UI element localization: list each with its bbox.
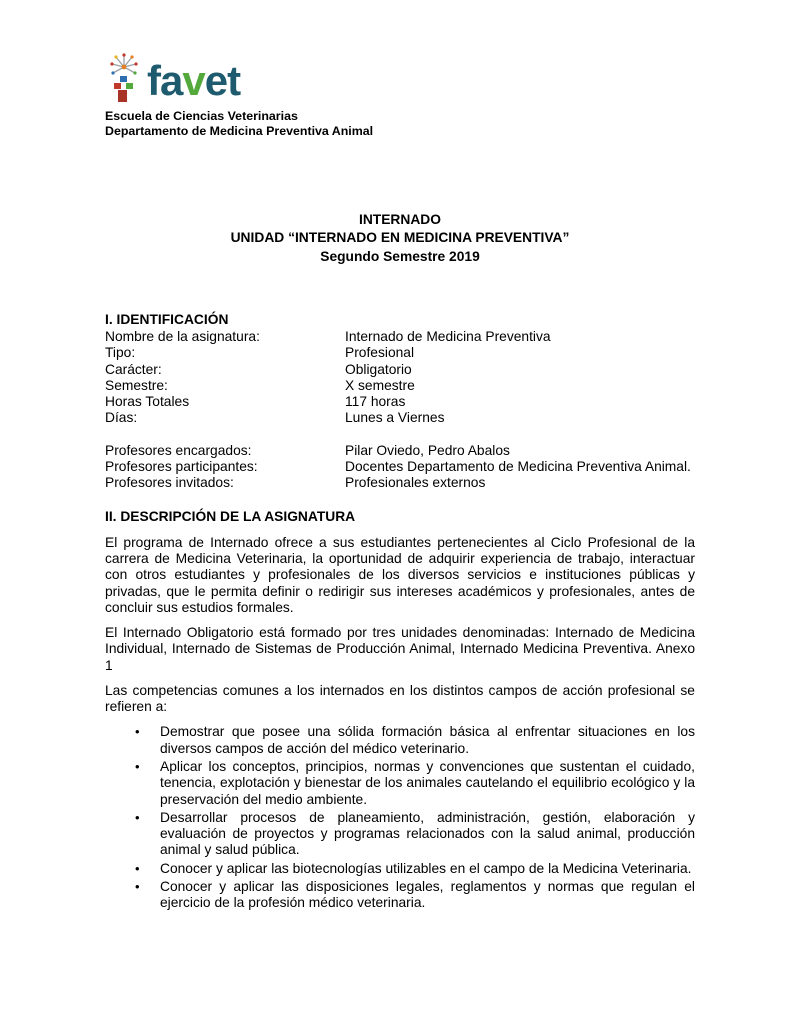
id-label: Nombre de la asignatura: — [105, 329, 260, 345]
id-row-hours — [105, 394, 695, 410]
logo-text-et: et — [204, 57, 241, 104]
id-row-character — [105, 362, 695, 378]
id-value: Lunes a Viernes — [345, 410, 445, 426]
id-label: Profesores encargados: — [105, 442, 252, 458]
id-label: Profesores participantes: — [105, 458, 258, 474]
description-paragraph-1: El programa de Internado ofrece a sus estudiantes pertenecientes al Ciclo Profesional de la carrera de Medicina Veterinaria, la oportunidad de adquirir experiencia de trabajo, interactuar con otros estudiantes y profesionales de los diversos servicios e instituciones públicas y privadas, que le permita definir o redirigir sus intereses académicos y profesionales, antes de concluir sus estudios formales. — [105, 534, 695, 615]
competency-bullet-list — [105, 724, 695, 911]
identification-heading: I. IDENTIFICACIÓN — [105, 311, 229, 327]
title-line-3: Segundo Semestre 2019 — [320, 248, 480, 264]
id-row-type — [105, 345, 695, 361]
bullet-text: Conocer y aplicar las biotecnologías utilizables en el campo de la Medicina Veterinaria. — [160, 860, 692, 876]
description-paragraph-3: Las competencias comunes a los internados en los distintos campos de acción profesional se refieren a: — [105, 682, 695, 715]
id-row-lead-professors — [105, 443, 695, 459]
id-label: Tipo: — [105, 345, 136, 361]
bullet-text: Conocer y aplicar las disposiciones legales, reglamentos y normas que regulan el ejercicio de la profesión médico veterinaria. — [160, 878, 695, 911]
id-row-participating-professors — [105, 459, 695, 475]
description-paragraph-2: El Internado Obligatorio está formado por tres unidades denominadas: Internado de Medicina Individual, Internado de Sistemas de Producción Animal, Internado Medicina Preventiva. Anexo 1 — [105, 625, 695, 673]
bullet-icon: • — [135, 860, 140, 876]
id-row-days — [105, 410, 695, 426]
logo-text-v: v — [182, 57, 205, 104]
id-row-semester — [105, 378, 695, 394]
description-heading: II. DESCRIPCIÓN DE LA ASIGNATURA — [105, 508, 356, 524]
id-label: Profesores invitados: — [105, 475, 234, 491]
bullet-icon: • — [135, 724, 140, 740]
title-line-1: INTERNADO — [358, 212, 441, 228]
section-description — [105, 509, 695, 912]
id-value: Pilar Oviedo, Pedro Abalos — [345, 442, 510, 458]
list-item — [135, 724, 695, 757]
id-label: Horas Totales — [105, 394, 190, 410]
department-name: Departamento de Medicina Preventiva Animal — [105, 124, 374, 139]
favet-logo-text — [147, 56, 240, 102]
list-item — [135, 879, 695, 912]
id-row-guest-professors — [105, 475, 695, 491]
favet-logo-icon — [105, 52, 143, 106]
document-title — [105, 211, 695, 266]
id-label: Carácter: — [105, 361, 162, 377]
title-line-2: UNIDAD “INTERNADO EN MEDICINA PREVENTIVA” — [230, 230, 570, 246]
id-value: Docentes Departamento de Medicina Preventiva Animal. — [345, 458, 691, 474]
bullet-text: Desarrollar procesos de planeamiento, administración, gestión, elaboración y evaluación de proyectos y programas relacionados con la salud animal, producción animal y salud pública. — [160, 809, 695, 858]
logo-text-fa: fa — [147, 57, 183, 104]
bullet-icon: • — [135, 758, 140, 774]
section-identification — [105, 312, 695, 492]
id-value: X semestre — [345, 377, 415, 393]
id-row-subject — [105, 329, 695, 345]
id-label: Días: — [105, 410, 138, 426]
id-value: Internado de Medicina Preventiva — [345, 329, 551, 345]
bullet-icon: • — [135, 878, 140, 894]
list-item — [135, 759, 695, 808]
id-value: 117 horas — [345, 394, 406, 410]
school-name: Escuela de Ciencias Veterinarias — [105, 109, 298, 123]
id-label: Semestre: — [105, 377, 168, 393]
staff-rows — [105, 443, 695, 492]
id-value: Profesionales externos — [345, 475, 486, 491]
id-value: Profesional — [345, 345, 415, 361]
bullet-icon: • — [135, 809, 140, 825]
bullet-text: Demostrar que posee una sólida formación básica al enfrentar situaciones en los diversos campos de acción del médico veterinario. — [160, 724, 695, 756]
bullet-text: Aplicar los conceptos, principios, normas y convenciones que sustentan el cuidado, tenencia, explotación y bienestar de los animales cautelando el equilibrio ecológico y la preservación del medio ambiente. — [160, 758, 695, 807]
list-item — [135, 810, 695, 859]
id-value: Obligatorio — [345, 361, 412, 377]
favet-logo — [105, 52, 695, 106]
list-item — [135, 861, 695, 877]
